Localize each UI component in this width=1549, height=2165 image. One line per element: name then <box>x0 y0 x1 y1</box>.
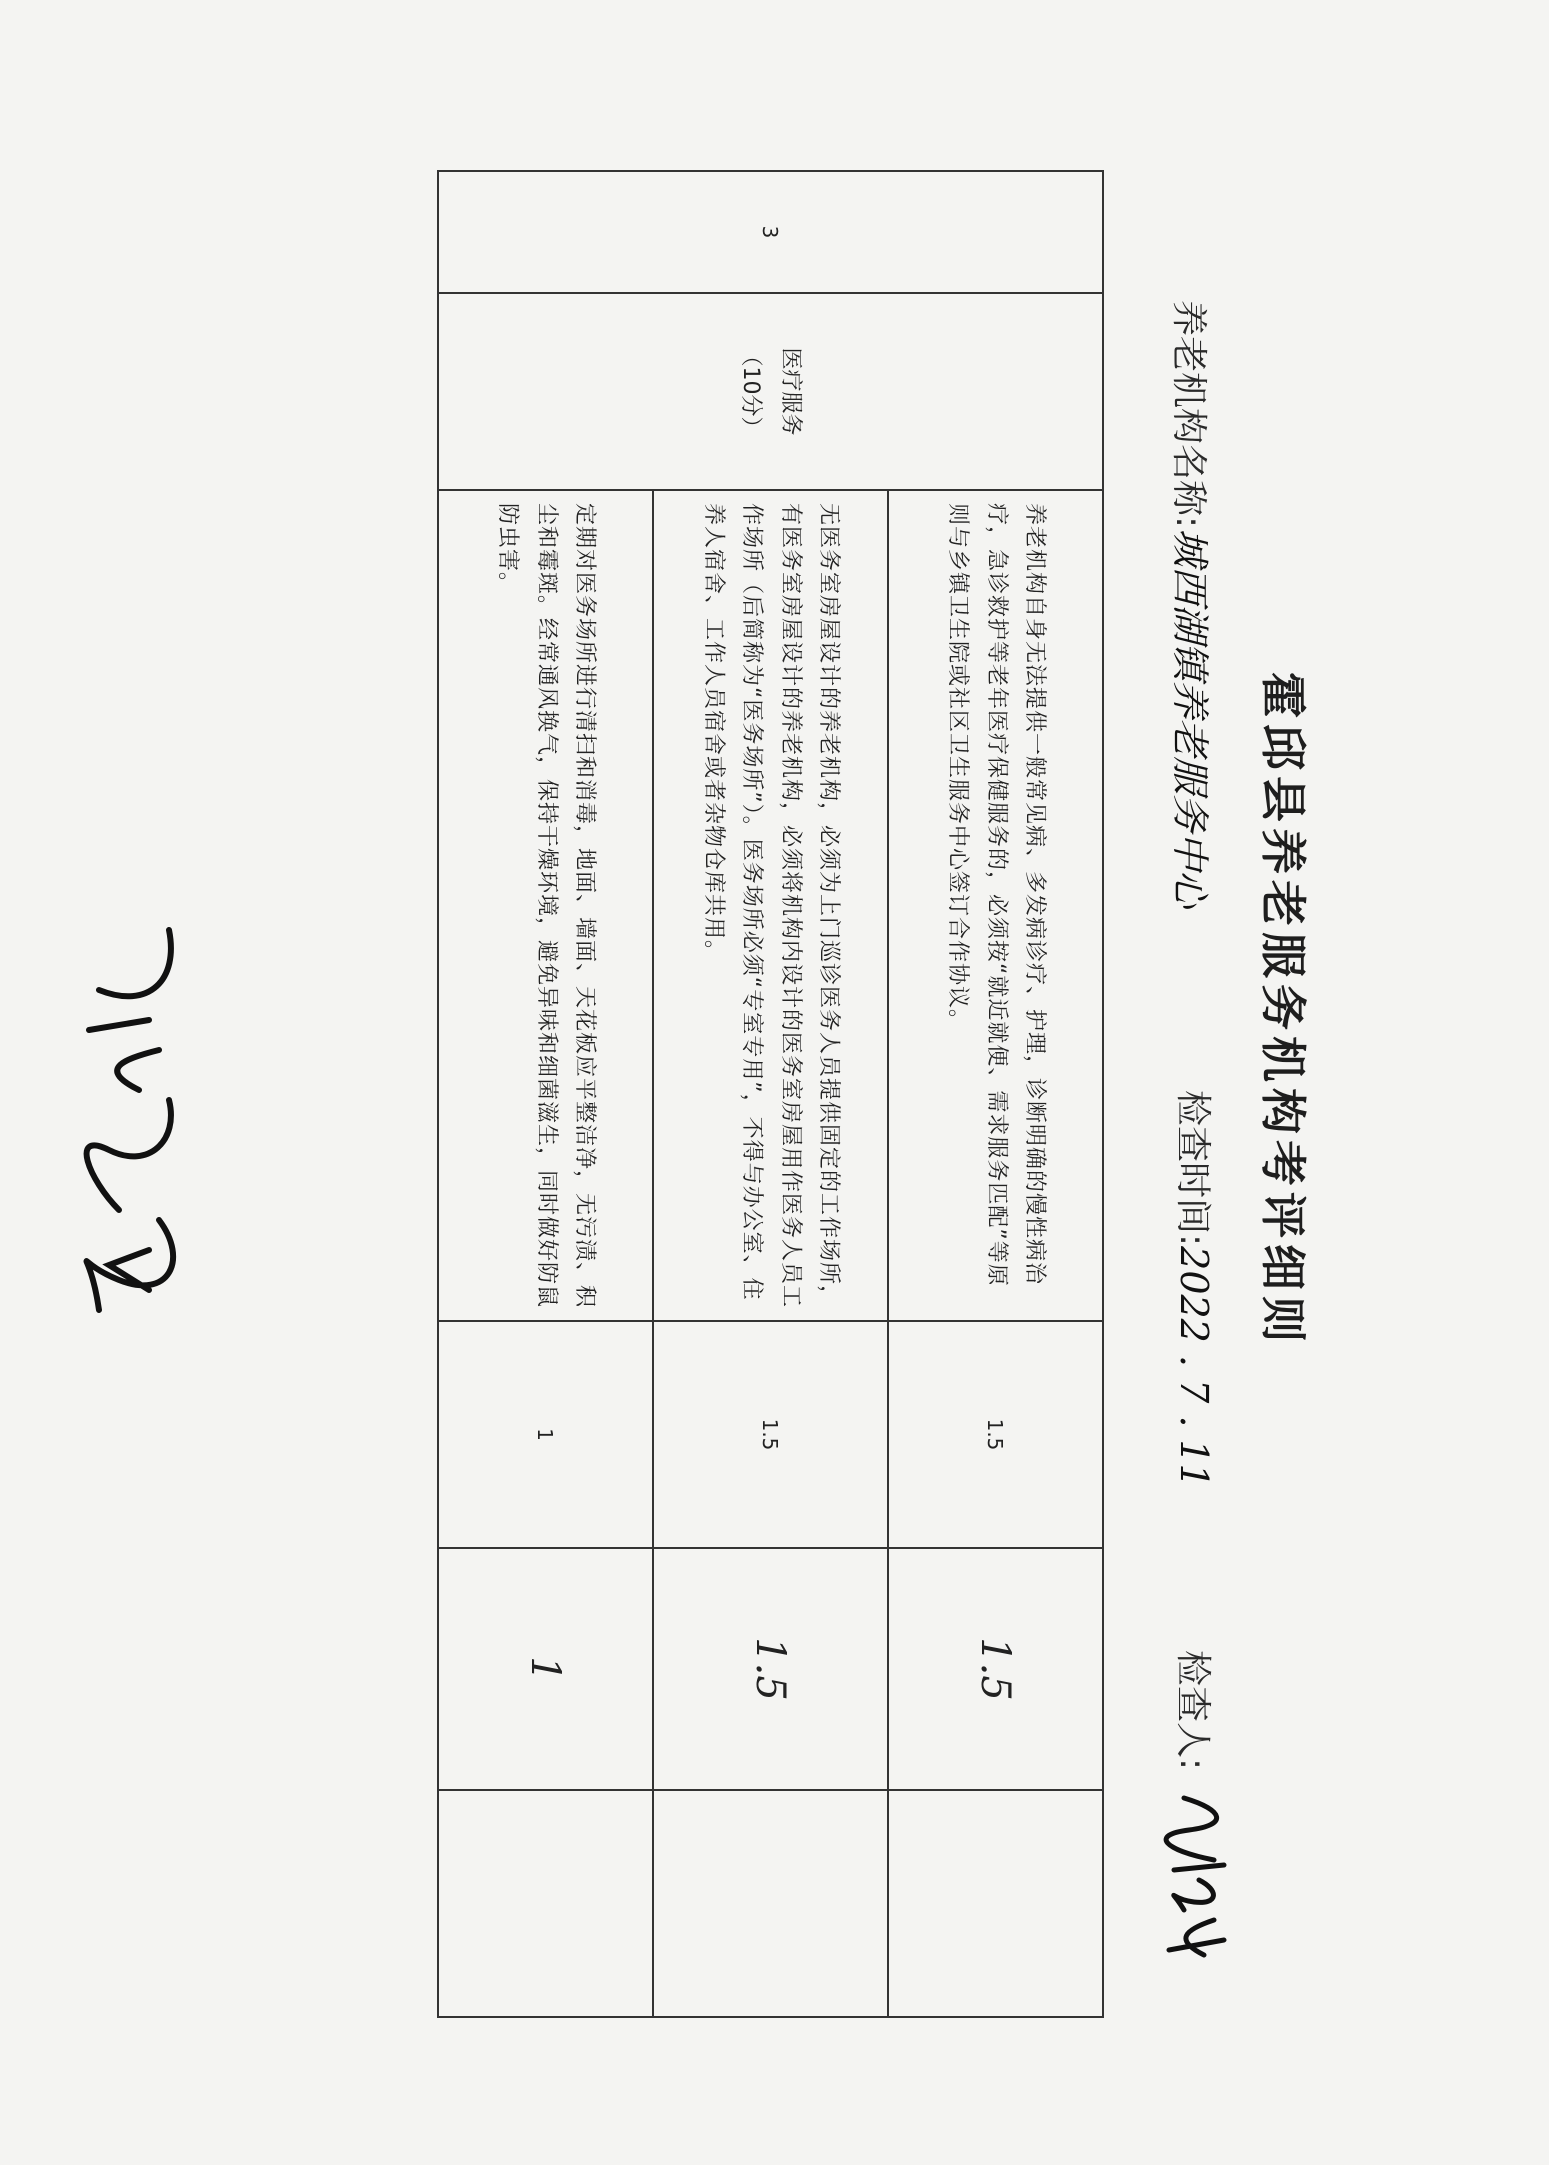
document-title: 霍邱县养老服务机构考评细则 <box>1256 672 1310 1348</box>
row-content: 定期对医务场所进行清扫和消毒，地面、墙面、天花板应平整洁净，无污渍、积尘和霉斑。经常通风换气，保持干燥环境，避免异味和细菌滋生，同时做好防鼠防虫害。 <box>438 490 653 1321</box>
item-points: （10分） <box>738 344 764 439</box>
organization-label: 养老机构名称: <box>1168 300 1209 529</box>
row-remark <box>653 1790 888 2017</box>
item-name: 医疗服务 <box>778 347 804 436</box>
row-standard-score: 1.5 <box>653 1321 888 1548</box>
inspection-date-label: 检查时间: <box>1172 1090 1213 1247</box>
organization-name-line <box>1166 300 1221 908</box>
inspector-line <box>1170 1650 1221 1770</box>
row-standard-score: 1.5 <box>888 1321 1103 1548</box>
row-remark <box>438 1790 653 2017</box>
row-actual-score: 1 <box>438 1548 653 1790</box>
evaluation-table <box>437 170 1104 2018</box>
item-number-cell: 3 <box>438 171 1103 293</box>
inspection-date-handwritten: 2022 . 7 . 11 <box>1172 1246 1216 1488</box>
organization-name-handwritten: 城西湖镇养老服务中心 <box>1168 528 1212 909</box>
row-actual-score: 1.5 <box>653 1548 888 1790</box>
row-actual-score: 1.5 <box>888 1548 1103 1790</box>
row-remark <box>888 1790 1103 2017</box>
bottom-signature <box>69 920 209 1340</box>
row-content: 养老机构自身无法提供一般常见病、多发病诊疗、护理，诊断明确的慢性病治疗，急诊救护等老年医疗保健服务的，必须按“就近就便、需求服务匹配”等原则与乡镇卫生院或社区卫生服务中心签订合作协议。 <box>888 490 1103 1321</box>
inspector-signature <box>1154 1790 1244 1980</box>
row-content: 无医务室房屋设计的养老机构，必须为上门巡诊医务人员提供固定的工作场所，有医务室房屋设计的养老机构，必须将机构内设计的医务室房屋用作医务人员工作场所（后简称为“医务场所”）。医务场所必须“专室专用”，不得与办公室、住养人宿舍、工作人员宿舍或者杂物仓库共用。 <box>653 490 888 1321</box>
row-standard-score: 1 <box>438 1321 653 1548</box>
inspection-date-line <box>1170 1090 1221 1488</box>
table-row <box>888 171 1103 2017</box>
inspector-label: 检查人: <box>1172 1650 1213 1771</box>
item-name-cell <box>438 293 1103 490</box>
